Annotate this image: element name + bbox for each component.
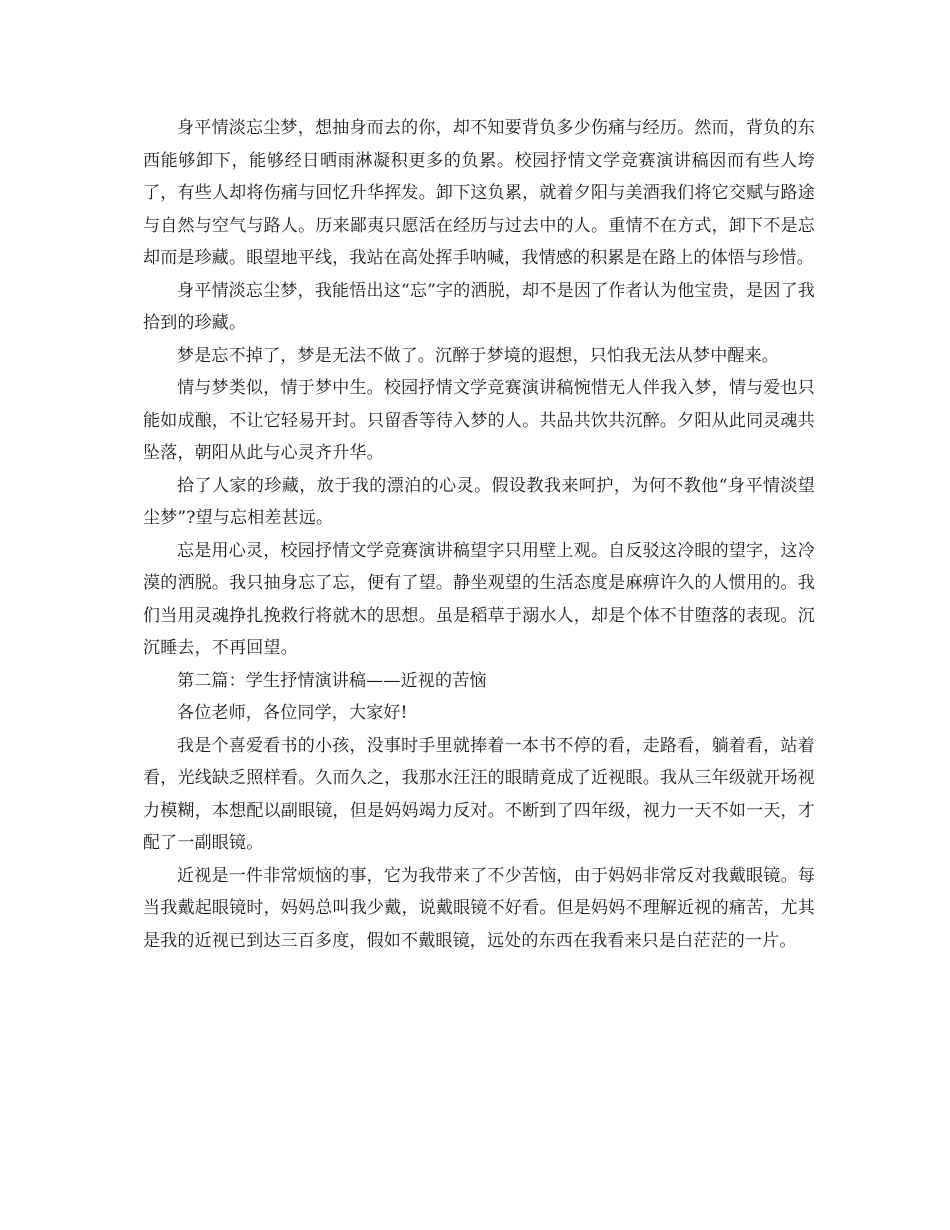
- paragraph-10: 近视是一件非常烦恼的事，它为我带来了不少苦恼，由于妈妈非常反对我戴眼镜。每当我戴起眼镜时，妈妈总叫我少戴，说戴眼镜不好看。但是妈妈不理解近视的痛苦，尤其是我的近视已到达三百多度，假如不戴眼镜，远处的东西在我看来只是白茫茫的一片。: [143, 865, 815, 951]
- section-heading: 第二篇：学生抒情演讲稿——近视的苦恼: [177, 670, 487, 691]
- greeting: 各位老师，各位同学，大家好!: [177, 703, 408, 723]
- paragraph-3: 梦是忘不掉了，梦是无法不做了。沉醉于梦境的遐想，只怕我无法从梦中醒来。: [177, 345, 779, 366]
- paragraph-1: 身平情淡忘尘梦，想抽身而去的你，却不知要背负多少伤痛与经历。然而，背负的东西能够卸下，能够经日晒雨淋凝积更多的负累。校园抒情文学竞赛演讲稿因而有些人垮了，有些人却将伤痛与回忆升华挥发。卸下这负累，就着夕阳与美酒我们将它交赋与路途与自然与空气与路人。历来鄙夷只愿活在经历与过去中的人。重情不在方式，卸下不是忘却而是珍藏。眼望地平线，我站在高处挥手呐喊，我情感的积累是在路上的体悟与珍惜。: [143, 118, 815, 268]
- paragraph-9: 我是个喜爱看书的小孩，没事时手里就捧着一本书不停的看，走路看，躺着看，站着看，光线缺乏照样看。久而久之，我那水汪汪的眼睛竟成了近视眼。我从三年级就开场视力模糊，本想配以副眼镜，但是妈妈竭力反对。不断到了四年级，视力一天不如一天，才配了一副眼镜。: [143, 735, 815, 853]
- paragraph-6: 忘是用心灵，校园抒情文学竞赛演讲稿望字只用壁上观。自反驳这冷眼的望字，这冷漠的洒脱。我只抽身忘了忘，便有了望。静坐观望的生活态度是麻痹许久的人惯用的。我们当用灵魂挣扎挽救行将就木的思想。虽是稻草于溺水人，却是个体不甘堕落的表现。沉沉睡去，不再回望。: [143, 540, 815, 658]
- paragraph-2: 身平情淡忘尘梦，我能悟出这“忘”字的洒脱，却不是因了作者认为他宝贵，是因了我拾到的珍藏。: [143, 280, 815, 333]
- paragraph-5: 拾了人家的珍藏，放于我的漂泊的心灵。假设教我来呵护，为何不教他“身平情淡望尘梦”?望与忘相差甚远。: [143, 475, 815, 528]
- paragraph-4: 情与梦类似，情于梦中生。校园抒情文学竞赛演讲稿惋惜无人伴我入梦，情与爱也只能如成酿，不让它轻易开封。只留香等待入梦的人。共品共饮共沉醉。夕阳从此同灵魂共坠落，朝阳从此与心灵齐升华。: [143, 378, 815, 463]
